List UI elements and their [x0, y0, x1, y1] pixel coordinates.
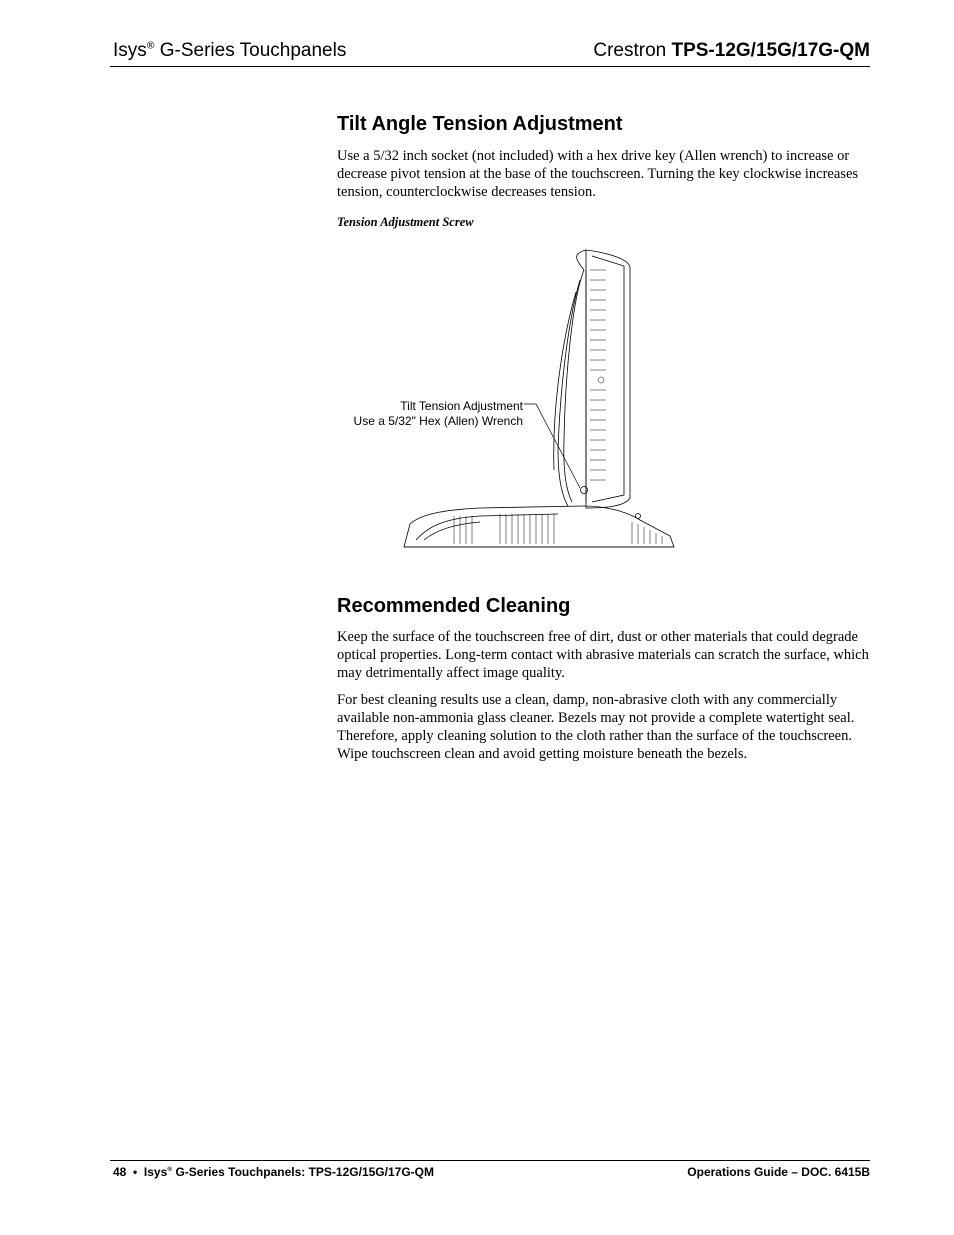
body-paragraph: Use a 5/32 inch socket (not included) with a hex drive key (Allen wrench) to increase or decrease pivot tension at the base of the touchscreen. Turning the key clockwise increases tension, counterclockwise decreases tension.	[337, 148, 859, 200]
section-tilt-angle	[337, 112, 872, 230]
footer-doc-id: Operations Guide – DOC. 6415B	[687, 1165, 870, 1179]
tension-adjustment-figure	[340, 240, 680, 552]
body-paragraph: Keep the surface of the touchscreen free of dirt, dust or other materials that could degrade optical properties. Long-term contact with abrasive materials can scratch the surface, which may detrimentally affect image quality.	[337, 629, 869, 681]
registered-mark: ®	[167, 1166, 173, 1173]
section-heading: Recommended Cleaning	[337, 595, 571, 617]
bullet-separator: •	[133, 1165, 138, 1179]
footer-left: 48 • Isys® G-Series Touchpanels: TPS-12G/15G/17G-QM	[113, 1165, 434, 1179]
figure-caption: Tension Adjustment Screw	[337, 215, 474, 229]
header-product: Crestron TPS-12G/15G/17G-QM	[593, 40, 870, 61]
section-recommended-cleaning	[337, 594, 872, 763]
header-title: Isys® G-Series Touchpanels	[113, 40, 347, 61]
tension-screw-icon	[581, 487, 588, 494]
header-model: TPS-12G/15G/17G-QM	[671, 40, 870, 61]
page-number: 48	[113, 1165, 127, 1179]
body-paragraph: For best cleaning results use a clean, damp, non-abrasive cloth with any commercially available non-ammonia glass cleaner. Bezels may not provide a complete watertight seal. Therefore, apply cleaning solution to the cloth rather than the surface of the touchscreen. Wipe touchscreen clean and avoid getting moisture beneath the bezels.	[337, 692, 855, 762]
figure-callout-line1: Tilt Tension Adjustment	[400, 399, 523, 413]
page-footer	[110, 1160, 870, 1181]
section-heading: Tilt Angle Tension Adjustment	[337, 113, 623, 135]
figure-callout-line2: Use a 5/32" Hex (Allen) Wrench	[353, 414, 523, 428]
registered-mark: ®	[146, 40, 155, 52]
touchpanel-side-view-drawing	[340, 240, 680, 552]
page-header	[110, 40, 870, 67]
